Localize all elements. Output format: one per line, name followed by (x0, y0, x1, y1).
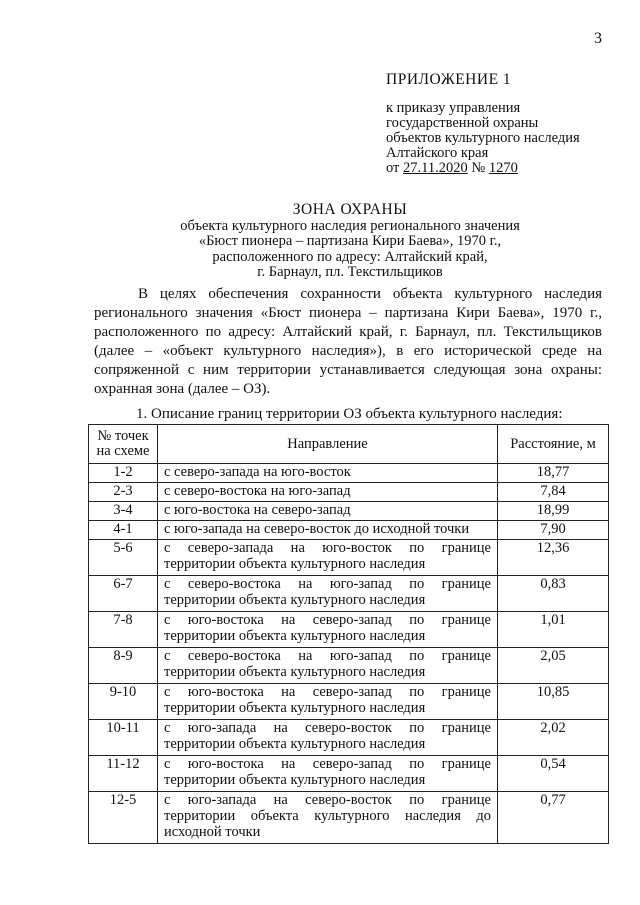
cell-distance: 1,01 (498, 612, 609, 648)
zone-subtitle-line: объекта культурного наследия регионального значения (180, 217, 520, 234)
cell-distance: 0,54 (498, 756, 609, 792)
cell-distance: 0,77 (498, 792, 609, 844)
cell-distance: 2,02 (498, 720, 609, 756)
appendix-line: Алтайского края (386, 145, 489, 161)
header-distance: Расстояние, м (498, 425, 609, 464)
table-row (89, 483, 609, 502)
zone-subtitle-line: г. Барнаул, пл. Текстильщиков (257, 264, 443, 280)
cell-direction: с северо-запада на юго-восток по границе территории объекта культурного наследия (158, 540, 498, 576)
boundary-table (88, 424, 609, 844)
zone-subtitle-line: расположенного по адресу: Алтайский край, (212, 248, 488, 265)
table-row (89, 648, 609, 684)
cell-direction: с юго-востока на северо-запад по границе территории объекта культурного наследия (158, 756, 498, 792)
cell-points: 11-12 (89, 756, 158, 792)
header-points: № точек на схеме (89, 425, 158, 464)
cell-direction: с юго-запада на северо-восток по границе территории объекта культурного наследия (158, 720, 498, 756)
cell-distance: 10,85 (498, 684, 609, 720)
appendix-line: объектов культурного наследия (386, 130, 580, 146)
cell-points: 2-3 (89, 483, 158, 502)
cell-distance: 2,05 (498, 648, 609, 684)
table-row (89, 756, 609, 792)
cell-distance: 7,90 (498, 521, 609, 540)
cell-distance: 12,36 (498, 540, 609, 576)
order-reference (386, 161, 626, 176)
table-row (89, 521, 609, 540)
zone-heading: ЗОНА ОХРАНЫ (292, 201, 408, 218)
table-row (89, 464, 609, 483)
cell-distance: 7,84 (498, 483, 609, 502)
order-number: 1270 (488, 160, 518, 176)
cell-points: 10-11 (89, 720, 158, 756)
intro-text: В целях обеспечения сохранности объекта культурного наследия регионального значения «Бюст пионера – партизана Кири Баева», 1970 г., расположенного по адресу: Алтайский край, г. Барнаул, пл. Текстильщиков (далее – «объект культурного наследия»), в его исторической среде на сопряженной с ним территории устанавливается следующая зона охраны: охранная зона (далее – ОЗ). (94, 286, 602, 397)
cell-direction: с юго-востока на северо-запад (158, 502, 498, 521)
table-row (89, 792, 609, 844)
order-date: 27.11.2020 (403, 160, 468, 176)
cell-points: 7-8 (89, 612, 158, 648)
page-number: 3 (594, 30, 602, 47)
table-row (89, 576, 609, 612)
cell-points: 8-9 (89, 648, 158, 684)
cell-points: 4-1 (89, 521, 158, 540)
appendix-title: ПРИЛОЖЕНИЕ 1 (386, 71, 512, 88)
table-row (89, 540, 609, 576)
intro-paragraph (94, 285, 602, 399)
cell-points: 5-6 (89, 540, 158, 576)
cell-direction: с северо-востока на юго-запад по границе территории объекта культурного наследия (158, 576, 498, 612)
cell-distance: 0,83 (498, 576, 609, 612)
cell-direction: с северо-запада на юго-восток (158, 464, 498, 483)
cell-points: 12-5 (89, 792, 158, 844)
table-row (89, 684, 609, 720)
zone-subtitle-line: «Бюст пионера – партизана Кири Баева», 1970 г., (198, 233, 502, 249)
order-separator: № (467, 160, 489, 176)
cell-direction: с юго-запада на северо-восток до исходной точки (158, 521, 498, 540)
appendix-block (386, 72, 626, 176)
appendix-line: государственной охраны (386, 115, 539, 131)
cell-distance: 18,77 (498, 464, 609, 483)
appendix-line: к приказу управления (386, 100, 521, 116)
cell-direction: с северо-востока на юго-запад (158, 483, 498, 502)
table-caption: 1. Описание границ территории ОЗ объекта культурного наследия: (136, 406, 563, 422)
cell-points: 1-2 (89, 464, 158, 483)
cell-distance: 18,99 (498, 502, 609, 521)
header-direction: Направление (158, 425, 498, 464)
cell-direction: с юго-востока на северо-запад по границе территории объекта культурного наследия (158, 684, 498, 720)
zone-title-block (80, 202, 620, 281)
cell-points: 9-10 (89, 684, 158, 720)
cell-points: 3-4 (89, 502, 158, 521)
order-prefix: от (386, 160, 404, 176)
cell-direction: с юго-востока на северо-запад по границе территории объекта культурного наследия (158, 612, 498, 648)
cell-direction: с северо-востока на юго-запад по границе территории объекта культурного наследия (158, 648, 498, 684)
table-row (89, 502, 609, 521)
table-row (89, 612, 609, 648)
cell-points: 6-7 (89, 576, 158, 612)
table-row (89, 720, 609, 756)
cell-direction: с юго-запада на северо-восток по границе территории объекта культурного наследия до исходной точки (158, 792, 498, 844)
table-header-row (89, 425, 609, 464)
